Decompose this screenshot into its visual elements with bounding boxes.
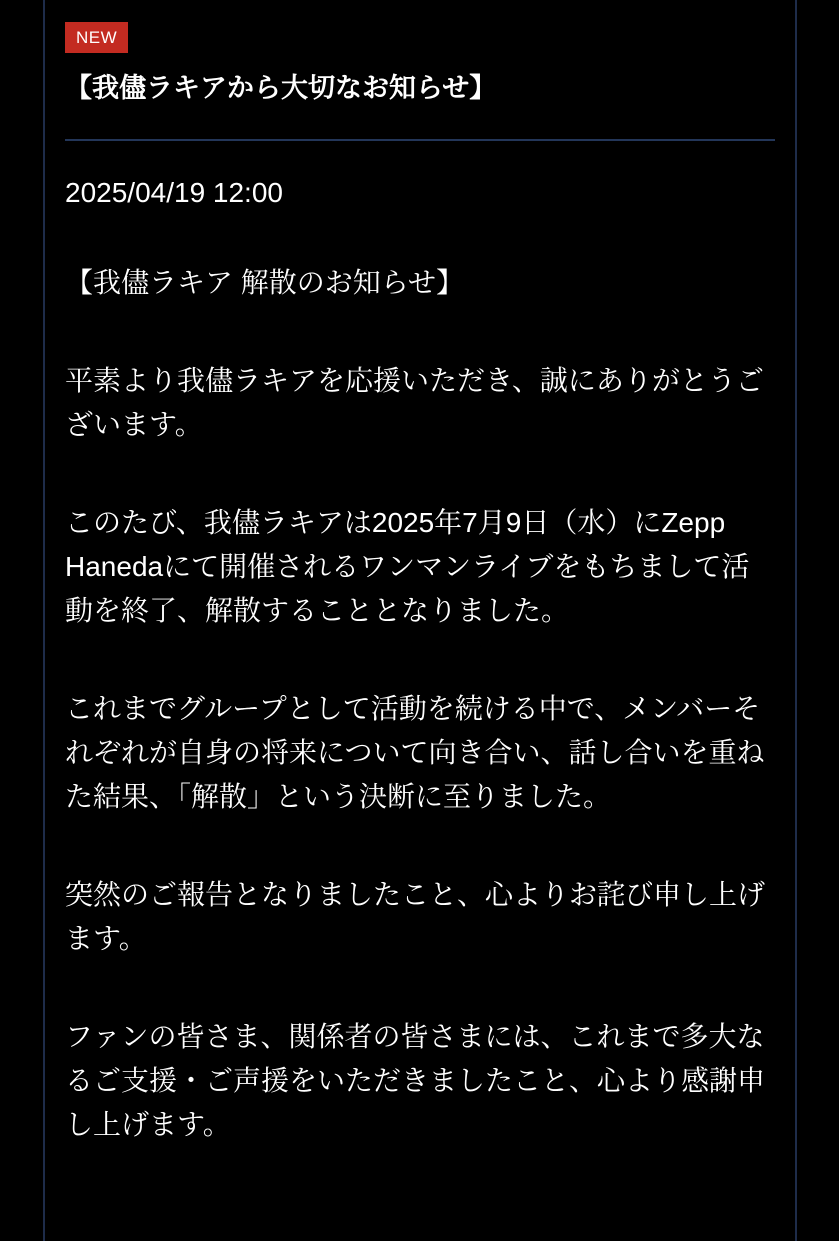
new-badge: NEW [65,22,128,53]
announcement-paragraph: 平素より我儘ラキアを応援いただき、誠にありがとうございます。 [65,365,764,440]
announcement-page [43,0,797,1241]
page-title: 【我儘ラキアから大切なお知らせ】 [65,73,497,103]
announcement-paragraph: このたび、我儘ラキアは2025年7月9日（水）にZepp Hanedaにて開催されるワンマンライブをもちまして活動を終了、解散することとなりました。 [65,507,750,626]
announcement-paragraph: これまでグループとして活動を続ける中で、メンバーそれぞれが自身の将来について向き合い、話し合いを重ねた結果、「解散」という決断に至りました。 [65,693,765,812]
title-divider [65,139,775,141]
post-date: 2025/04/19 12:00 [65,177,283,208]
announcement-paragraph: ファンの皆さま、関係者の皆さまには、これまで多大なるご支援・ご声援をいただきましたこと、心より感謝申し上げます。 [65,1021,766,1140]
announcement-heading: 【我儘ラキア 解散のお知らせ】 [65,267,464,298]
announcement-body [65,171,775,1147]
announcement-paragraph: 突然のご報告となりましたこと、心よりお詫び申し上げます。 [65,879,766,954]
